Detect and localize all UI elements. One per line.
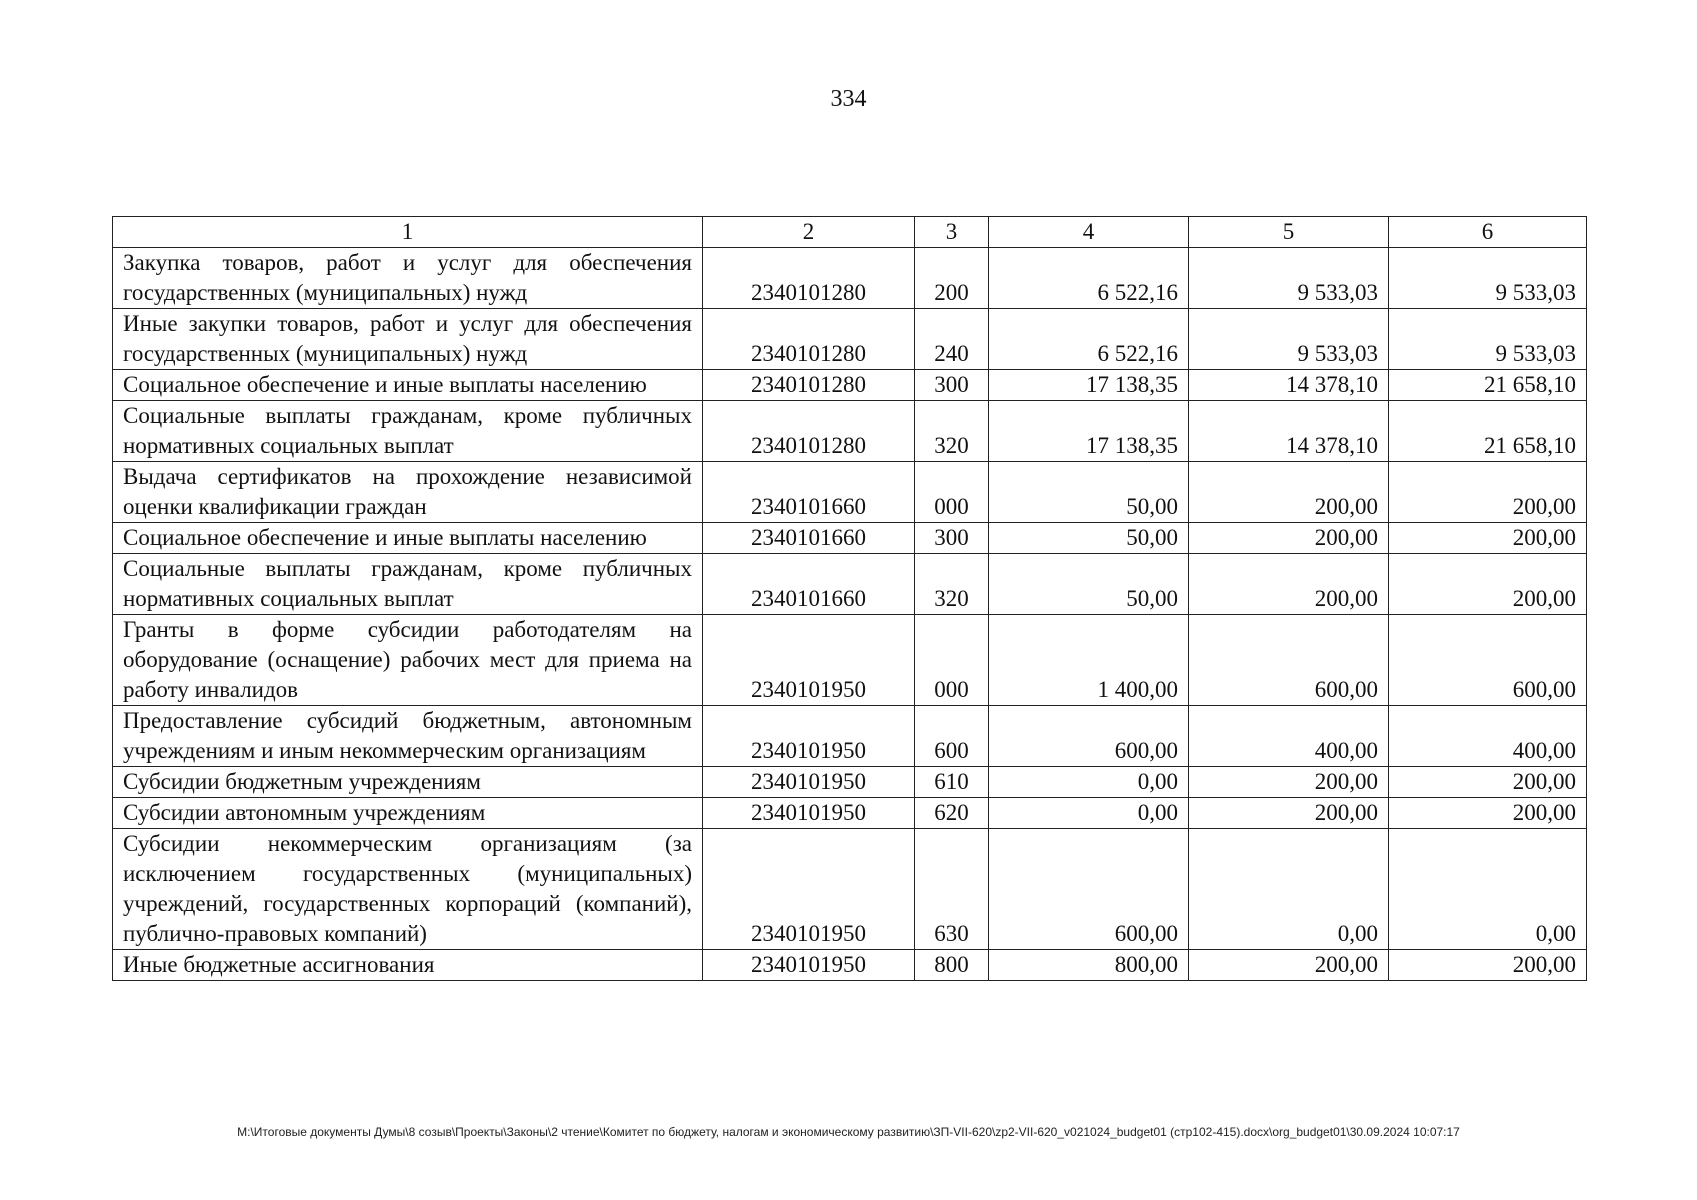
target-code-cell: 2340101660 <box>703 523 915 554</box>
expense-type-cell: 240 <box>915 309 989 370</box>
amount-col5-cell: 200,00 <box>1189 767 1389 798</box>
amount-col4-cell: 6 522,16 <box>989 309 1189 370</box>
target-code-cell: 2340101660 <box>703 554 915 615</box>
amount-col6-cell: 9 533,03 <box>1389 248 1587 309</box>
expense-type-cell: 320 <box>915 554 989 615</box>
budget-table <box>112 216 1587 981</box>
amount-col4-cell: 6 522,16 <box>989 248 1189 309</box>
amount-col6-cell: 600,00 <box>1389 615 1587 706</box>
target-code-cell: 2340101950 <box>703 798 915 829</box>
row-name-cell: Социальные выплаты гражданам, кроме публичных нормативных социальных выплат <box>113 401 703 462</box>
table-row <box>113 462 1587 523</box>
amount-col5-cell: 200,00 <box>1189 523 1389 554</box>
expense-type-cell: 600 <box>915 706 989 767</box>
table-row <box>113 706 1587 767</box>
target-code-cell: 2340101280 <box>703 401 915 462</box>
expense-type-cell: 300 <box>915 370 989 401</box>
column-number: 5 <box>1189 217 1389 248</box>
amount-col5-cell: 0,00 <box>1189 829 1389 950</box>
row-name-cell: Субсидии бюджетным учреждениям <box>113 767 703 798</box>
expense-type-cell: 300 <box>915 523 989 554</box>
expense-type-cell: 000 <box>915 462 989 523</box>
amount-col5-cell: 200,00 <box>1189 554 1389 615</box>
amount-col4-cell: 17 138,35 <box>989 401 1189 462</box>
column-number: 2 <box>703 217 915 248</box>
row-name-cell: Субсидии некоммерческим организациям (за исключением государственных (муниципальных) учреждений, государственных корпораций (компаний), публично-правовых компаний) <box>113 829 703 950</box>
row-name-cell: Гранты в форме субсидии работодателям на оборудование (оснащение) рабочих мест для приема на работу инвалидов <box>113 615 703 706</box>
amount-col5-cell: 400,00 <box>1189 706 1389 767</box>
amount-col6-cell: 21 658,10 <box>1389 370 1587 401</box>
amount-col6-cell: 200,00 <box>1389 950 1587 981</box>
target-code-cell: 2340101950 <box>703 615 915 706</box>
table-row <box>113 248 1587 309</box>
amount-col6-cell: 200,00 <box>1389 523 1587 554</box>
amount-col5-cell: 9 533,03 <box>1189 248 1389 309</box>
row-name-cell: Выдача сертификатов на прохождение независимой оценки квалификации граждан <box>113 462 703 523</box>
table-row <box>113 523 1587 554</box>
amount-col4-cell: 0,00 <box>989 798 1189 829</box>
expense-type-cell: 000 <box>915 615 989 706</box>
target-code-cell: 2340101950 <box>703 767 915 798</box>
expense-type-cell: 620 <box>915 798 989 829</box>
amount-col6-cell: 0,00 <box>1389 829 1587 950</box>
amount-col5-cell: 14 378,10 <box>1189 370 1389 401</box>
column-number: 3 <box>915 217 989 248</box>
expense-type-cell: 800 <box>915 950 989 981</box>
row-name-cell: Социальное обеспечение и иные выплаты населению <box>113 523 703 554</box>
amount-col4-cell: 50,00 <box>989 462 1189 523</box>
target-code-cell: 2340101660 <box>703 462 915 523</box>
amount-col4-cell: 50,00 <box>989 523 1189 554</box>
target-code-cell: 2340101280 <box>703 370 915 401</box>
column-number: 4 <box>989 217 1189 248</box>
amount-col4-cell: 17 138,35 <box>989 370 1189 401</box>
expense-type-cell: 320 <box>915 401 989 462</box>
table-row <box>113 309 1587 370</box>
amount-col6-cell: 200,00 <box>1389 798 1587 829</box>
amount-col6-cell: 21 658,10 <box>1389 401 1587 462</box>
column-number-row <box>113 217 1587 248</box>
row-name-cell: Социальное обеспечение и иные выплаты населению <box>113 370 703 401</box>
table-row <box>113 767 1587 798</box>
table-row <box>113 829 1587 950</box>
table-row <box>113 950 1587 981</box>
amount-col5-cell: 14 378,10 <box>1189 401 1389 462</box>
amount-col4-cell: 600,00 <box>989 706 1189 767</box>
table-row <box>113 798 1587 829</box>
amount-col5-cell: 600,00 <box>1189 615 1389 706</box>
amount-col4-cell: 800,00 <box>989 950 1189 981</box>
expense-type-cell: 630 <box>915 829 989 950</box>
amount-col5-cell: 200,00 <box>1189 950 1389 981</box>
amount-col4-cell: 50,00 <box>989 554 1189 615</box>
target-code-cell: 2340101280 <box>703 309 915 370</box>
target-code-cell: 2340101950 <box>703 950 915 981</box>
target-code-cell: 2340101950 <box>703 706 915 767</box>
table-row <box>113 401 1587 462</box>
column-number: 1 <box>113 217 703 248</box>
amount-col6-cell: 200,00 <box>1389 554 1587 615</box>
amount-col6-cell: 9 533,03 <box>1389 309 1587 370</box>
page-number: 334 <box>830 86 867 112</box>
amount-col4-cell: 0,00 <box>989 767 1189 798</box>
amount-col6-cell: 200,00 <box>1389 767 1587 798</box>
amount-col5-cell: 9 533,03 <box>1189 309 1389 370</box>
row-name-cell: Иные бюджетные ассигнования <box>113 950 703 981</box>
amount-col6-cell: 400,00 <box>1389 706 1587 767</box>
table-row <box>113 370 1587 401</box>
footer-file-path: М:\Итоговые документы Думы\8 созыв\Проекты\Законы\2 чтение\Комитет по бюджету, налогам и экономическому развитию\ЗП-VII-620\zp2-VII-620_v021024_budget01 (стр102-415).docx\org_budget01\30.09.2024 10:07:17 <box>237 1125 1460 1139</box>
row-name-cell: Социальные выплаты гражданам, кроме публичных нормативных социальных выплат <box>113 554 703 615</box>
table-row <box>113 615 1587 706</box>
amount-col4-cell: 1 400,00 <box>989 615 1189 706</box>
amount-col5-cell: 200,00 <box>1189 462 1389 523</box>
target-code-cell: 2340101280 <box>703 248 915 309</box>
column-number: 6 <box>1389 217 1587 248</box>
table-row <box>113 554 1587 615</box>
row-name-cell: Субсидии автономным учреждениям <box>113 798 703 829</box>
amount-col4-cell: 600,00 <box>989 829 1189 950</box>
target-code-cell: 2340101950 <box>703 829 915 950</box>
expense-type-cell: 610 <box>915 767 989 798</box>
row-name-cell: Предоставление субсидий бюджетным, автономным учреждениям и иным некоммерческим организациям <box>113 706 703 767</box>
row-name-cell: Иные закупки товаров, работ и услуг для обеспечения государственных (муниципальных) нужд <box>113 309 703 370</box>
expense-type-cell: 200 <box>915 248 989 309</box>
amount-col5-cell: 200,00 <box>1189 798 1389 829</box>
amount-col6-cell: 200,00 <box>1389 462 1587 523</box>
budget-table-body <box>113 217 1587 981</box>
row-name-cell: Закупка товаров, работ и услуг для обеспечения государственных (муниципальных) нужд <box>113 248 703 309</box>
